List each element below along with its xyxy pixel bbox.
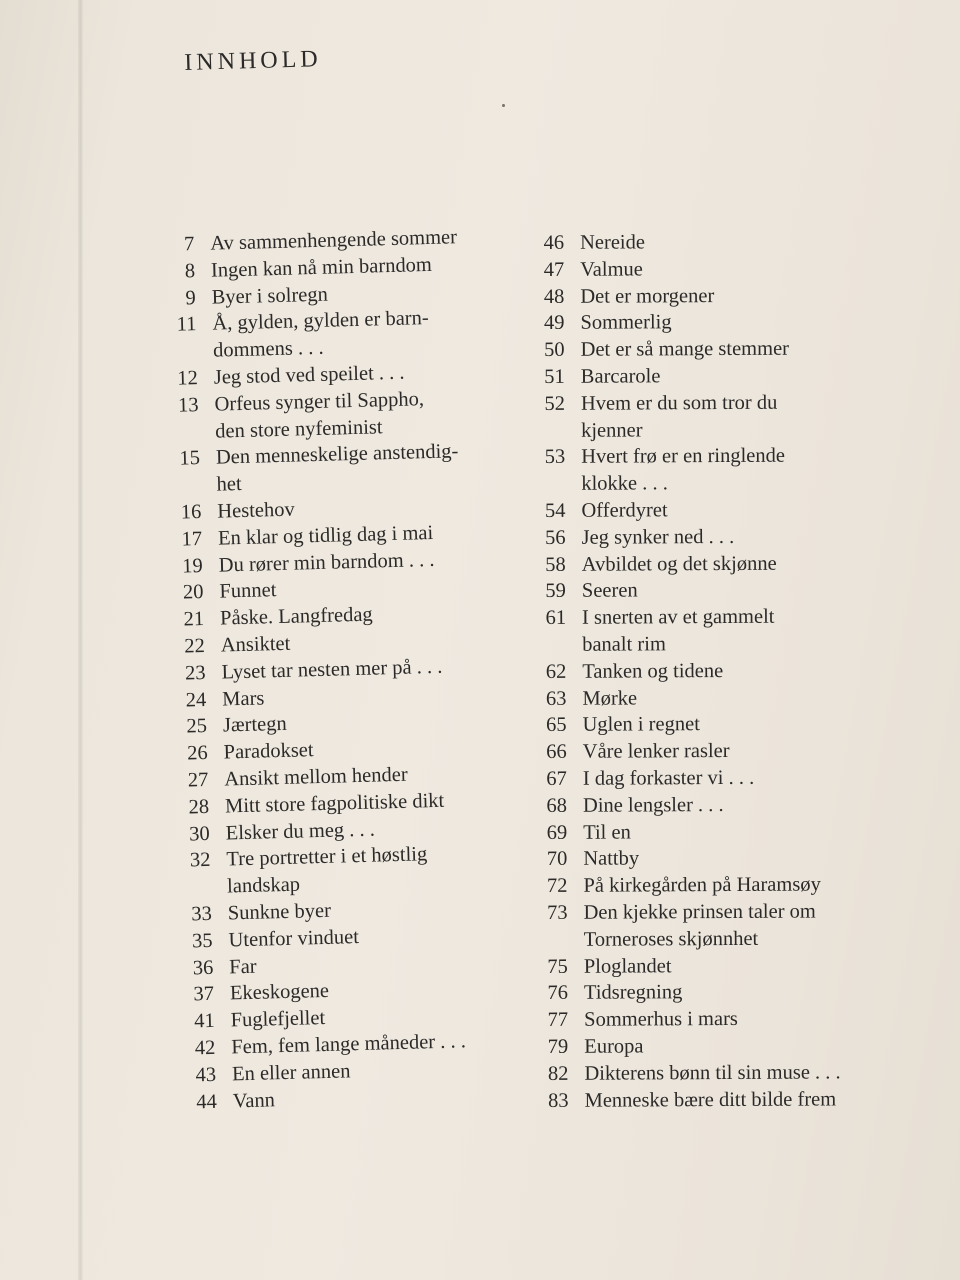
toc-title: Av sammenhengende sommer — [210, 226, 458, 255]
toc-page-number: 48 — [543, 285, 565, 308]
toc-page-number: 52 — [544, 392, 565, 415]
page-heading: INNHOLD — [184, 46, 322, 76]
toc-page-number: 12 — [177, 367, 199, 390]
toc-page-number: 9 — [185, 286, 197, 309]
toc-page-number: 56 — [545, 526, 566, 549]
page-gutter — [78, 0, 83, 1280]
toc-entry — [176, 839, 537, 902]
toc-title: Tidsregning — [583, 981, 683, 1005]
toc-entry — [535, 389, 895, 444]
toc-title: Jeg stod ved speilet . . . — [213, 361, 405, 389]
toc-page-number: 25 — [186, 715, 208, 738]
toc-entry — [535, 362, 895, 391]
toc-title: Jeg synker ned . . . — [581, 525, 735, 549]
toc-title: Våre lenker rasler — [582, 740, 730, 763]
toc-title: På kirkegården på Haramsøy — [583, 873, 821, 897]
toc-title: Mars — [221, 686, 265, 711]
toc-page-number: 32 — [189, 849, 211, 872]
toc-page-number: 79 — [547, 1035, 569, 1058]
toc-page-number: 73 — [547, 901, 568, 924]
toc-title: Hestehov — [217, 498, 296, 523]
toc-page-number: 61 — [545, 606, 567, 630]
toc-title: Tre portretter i et høstlig landskap — [226, 843, 428, 898]
toc-title: Tanken og tidene — [582, 659, 724, 683]
toc-title: Seeren — [581, 579, 638, 603]
toc-page-number: 72 — [546, 874, 568, 898]
toc-title: Elsker du meg . . . — [225, 818, 376, 845]
toc-page-number: 65 — [546, 714, 567, 737]
toc-title: Du rører min barndom . . . — [218, 548, 435, 577]
toc-title: Menneske bære ditt bilde frem — [584, 1087, 837, 1112]
toc-page-number: 28 — [188, 795, 210, 819]
toc-title: I dag forkaster vi . . . — [582, 766, 755, 790]
toc-entry — [534, 255, 894, 284]
toc-page-number: 83 — [548, 1089, 569, 1112]
paper-speck — [502, 104, 505, 107]
toc-page-number: 11 — [176, 313, 197, 336]
toc-entry — [534, 228, 894, 257]
toc-page-number: 33 — [191, 902, 213, 926]
toc-entry — [537, 871, 897, 900]
toc-title: Ansiktet — [220, 632, 291, 657]
toc-page-number: 69 — [546, 821, 568, 844]
toc-page-number: 15 — [179, 447, 201, 470]
toc-page-number: 54 — [544, 499, 566, 522]
toc-entry — [535, 335, 895, 364]
toc-title: Funnet — [219, 579, 277, 603]
toc-page-number: 35 — [191, 929, 213, 953]
toc-column-left — [160, 223, 543, 1116]
toc-entry — [537, 737, 897, 766]
toc-entry — [538, 978, 898, 1007]
toc-title: Barcarole — [580, 365, 661, 388]
toc-page-number: 53 — [544, 446, 566, 469]
toc-title: Fem, fem lange måneder . . . — [231, 1030, 467, 1059]
toc-page-number: 49 — [543, 312, 565, 335]
toc-page-number: 43 — [195, 1063, 217, 1087]
toc-title: Byer i solregn — [211, 283, 329, 309]
toc-title: Offerdyret — [581, 499, 668, 522]
toc-page-number: 47 — [543, 258, 565, 281]
toc-page-number: 76 — [547, 982, 569, 1005]
toc-title: I snerten av et gammelt banalt rim — [581, 605, 775, 656]
toc-title: Den menneskelige anstendig- het — [215, 440, 459, 496]
toc-entry — [537, 791, 897, 820]
toc-page-number: 13 — [177, 393, 199, 417]
toc-entry — [538, 952, 898, 981]
toc-page-number: 22 — [184, 634, 206, 658]
toc-page-number: 62 — [545, 660, 567, 683]
toc-page-number: 42 — [194, 1036, 216, 1060]
toc-entry — [538, 1005, 898, 1034]
toc-title: Sommerlig — [580, 311, 672, 335]
toc-entry — [534, 282, 894, 311]
toc-entry — [536, 657, 896, 686]
toc-entry — [164, 383, 525, 446]
toc-page-number: 75 — [547, 955, 568, 978]
toc-title: Orfeus synger til Sappho, den store nyfeminist — [214, 387, 425, 443]
toc-title: Ploglandet — [583, 954, 672, 978]
toc-entry — [536, 603, 896, 658]
toc-title: Hvem er du som tror du kjenner — [580, 391, 778, 442]
toc-page-number: 67 — [546, 767, 567, 790]
toc-page-number: 27 — [187, 768, 209, 792]
toc-page-number: 44 — [195, 1090, 218, 1113]
toc-page-number: 16 — [180, 500, 202, 524]
toc-entry — [536, 523, 896, 552]
toc-title: Ekeskogene — [229, 980, 330, 1005]
toc-title: Det er morgener — [580, 284, 715, 308]
toc-title: Avbildet og det skjønne — [581, 552, 777, 576]
toc-title: Ingen kan nå min barndom — [210, 253, 433, 282]
toc-title: Dine lengsler . . . — [582, 793, 724, 817]
toc-page-number: 19 — [181, 554, 204, 578]
toc-title: Ansikt mellom hender — [224, 763, 408, 791]
toc-title: En eller annen — [231, 1060, 351, 1086]
toc-page-number: 26 — [186, 742, 208, 765]
toc-title: Dikterens bønn til sin muse . . . — [584, 1061, 841, 1085]
toc-title: Å, gylden, gylden er barn- dommens . . . — [212, 307, 429, 362]
toc-title: Fuglefjellet — [230, 1007, 326, 1032]
toc-page-number: 36 — [192, 956, 214, 979]
toc-page-number: 59 — [545, 580, 566, 603]
toc-title: Jærtegn — [222, 713, 287, 737]
toc-title: Nattby — [583, 847, 640, 871]
toc-page-number: 51 — [544, 365, 565, 388]
toc-title: Hvert frø er en ringlende klokke . . . — [581, 445, 786, 495]
toc-page-number: 58 — [545, 553, 566, 576]
toc-page-number: 21 — [183, 608, 205, 631]
toc-page-number: 70 — [546, 848, 568, 871]
toc-title: Nereide — [580, 231, 645, 254]
toc-page-number: 17 — [181, 527, 203, 551]
toc-entry — [537, 764, 897, 793]
toc-page-number: 7 — [183, 233, 195, 256]
toc-title: Utenfor vinduet — [228, 925, 360, 952]
toc-page-number: 8 — [184, 259, 196, 283]
toc-title: Far — [228, 955, 257, 978]
toc-title: Det er så mange stemmer — [580, 337, 790, 361]
toc-page-number: 23 — [184, 661, 206, 685]
toc-page-number: 37 — [193, 983, 215, 1006]
toc-entry — [534, 309, 894, 338]
toc-entry — [535, 442, 895, 497]
toc-title: Uglen i regnet — [582, 713, 700, 737]
toc-title: Mitt store fagpolitiske dikt — [224, 789, 445, 818]
toc-title: Påske. Langfredag — [219, 603, 373, 630]
toc-title: Den kjekke prinsen taler om Torneroses skjønnhet — [583, 900, 816, 951]
toc-page-number: 77 — [547, 1008, 569, 1032]
toc-title: En klar og tidlig dag i mai — [217, 521, 434, 550]
toc-entry — [538, 1059, 898, 1088]
toc-entry — [536, 684, 896, 713]
toc-page-number: 50 — [544, 339, 565, 362]
toc-title: Lyset tar nesten mer på . . . — [221, 655, 443, 684]
toc-entry — [537, 710, 897, 739]
toc-entry — [537, 818, 897, 847]
toc-page-number: 63 — [545, 687, 567, 710]
toc-entry — [538, 1086, 898, 1115]
toc-title: Sommerhus i mars — [584, 1008, 738, 1031]
toc-title: Valmue — [580, 258, 643, 281]
toc-title: Europa — [584, 1035, 644, 1058]
toc-title: Til en — [583, 821, 631, 844]
toc-entry — [166, 437, 527, 500]
toc-title: Sunkne byer — [227, 899, 332, 925]
toc-entry — [538, 898, 898, 953]
toc-entry — [535, 496, 895, 525]
toc-page-number: 66 — [546, 740, 567, 764]
toc-page-number: 41 — [193, 1009, 215, 1033]
toc-entry — [536, 550, 896, 579]
toc-column-right — [534, 228, 899, 1114]
toc-entry — [538, 1032, 898, 1061]
toc-title: Vann — [232, 1088, 276, 1112]
toc-page-number: 82 — [547, 1062, 569, 1085]
toc-page-number: 24 — [185, 688, 207, 712]
toc-entry — [536, 576, 896, 605]
toc-entry — [162, 303, 523, 366]
toc-page-number: 30 — [188, 822, 211, 845]
toc-title: Mørke — [582, 687, 638, 710]
toc-entry — [537, 844, 897, 873]
toc-page-number: 68 — [546, 794, 568, 817]
toc-page-number: 46 — [543, 231, 565, 254]
toc-page-number: 20 — [182, 581, 204, 604]
toc-title: Paradokset — [223, 739, 314, 764]
